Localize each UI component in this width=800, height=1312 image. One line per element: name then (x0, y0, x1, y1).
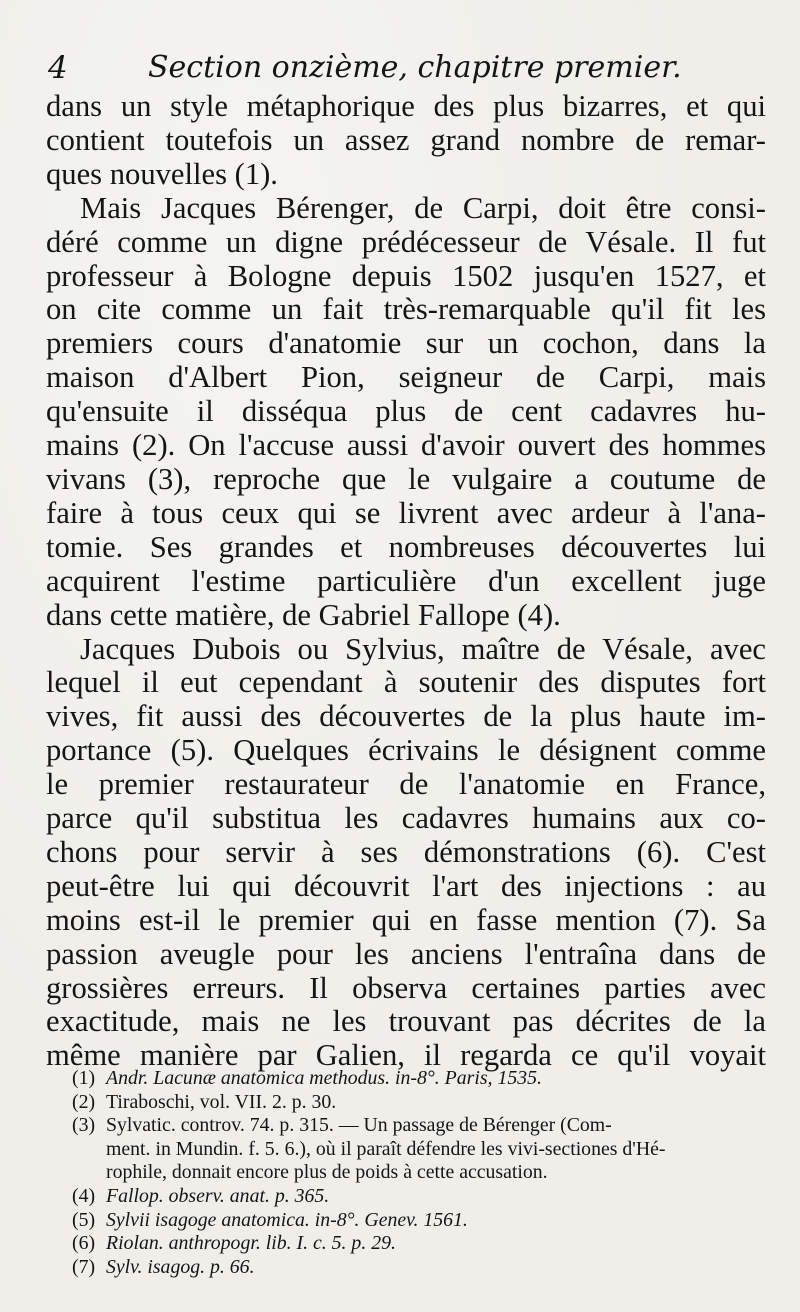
text-line: peut-être lui qui découvrit l'art des injections : au (46, 868, 766, 903)
footnote-2 (72, 1091, 772, 1115)
footnote-text: Sylvatic. controv. 74. p. 315. — Un passage de Bérenger (Com- (106, 1114, 612, 1137)
footnote-5 (72, 1209, 772, 1233)
footnote-mark: (6) (72, 1232, 96, 1255)
footnotes (72, 1067, 772, 1279)
text-line: grossières erreurs. Il observa certaines parties avec (46, 970, 766, 1005)
footnote-text: Fallop. observ. anat. p. 365. (106, 1184, 330, 1207)
footnote-text: Andr. Lacunæ anatomica methodus. in-8°. Paris, 1535. (106, 1067, 542, 1089)
footnote-mark: (2) (72, 1090, 96, 1113)
text-line: acquirent l'estime particulière d'un excellent juge (46, 563, 766, 598)
text-line: dans un style métaphorique des plus bizarres, et qui (46, 89, 766, 123)
text-line: lequel il eut cependant à soutenir des disputes fort (46, 665, 766, 700)
text-line: exactitude, mais ne les trouvant pas décrites de la (46, 1004, 766, 1039)
text-line: le premier restaurateur de l'anatomie en France, (46, 767, 766, 802)
text-line: mains (2). On l'accuse aussi d'avoir ouvert des hommes (46, 428, 766, 463)
text-line: vives, fit aussi des découvertes de la plus haute im- (46, 699, 766, 734)
footnote-4 (72, 1185, 772, 1209)
text-line: parce qu'il substitua les cadavres humains aux co- (46, 801, 766, 836)
text-line: Jacques Dubois ou Sylvius, maître de Vésale, avec (80, 631, 766, 666)
text-line: portance (5). Quelques écrivains le désignent comme (46, 733, 766, 768)
text-line: même manière par Galien, il regarda ce qu'il voyait (46, 1038, 766, 1073)
footnote-mark: (5) (72, 1208, 96, 1231)
text-line: moins est-il le premier qui en fasse mention (7). Sa (46, 902, 766, 937)
text-line: on cite comme un fait très-remarquable qu'il fit les (46, 292, 766, 327)
footnote-3 (72, 1114, 772, 1138)
footnote-text: Sylv. isagog. p. 66. (106, 1255, 255, 1278)
footnote-3-continued: rophile, donnait encore plus de poids à cette accusation. (106, 1161, 548, 1184)
text-line: maison d'Albert Pion, seigneur de Carpi, mais (46, 360, 766, 395)
running-head: Section onzième, chapitre premier. (148, 50, 682, 85)
text-line: premiers cours d'anatomie sur un cochon, dans la (46, 326, 766, 361)
text-line: chons pour servir à ses démonstrations (6). C'est (46, 834, 766, 869)
footnote-text: Riolan. anthropogr. lib. I. c. 5. p. 29. (106, 1232, 396, 1255)
footnote-text: Tiraboschi, vol. VII. 2. p. 30. (106, 1090, 337, 1113)
text-line: dans cette matière, de Gabriel Fallope (4). (46, 597, 561, 632)
text-line: vivans (3), reproche que le vulgaire a coutume de (46, 461, 766, 496)
footnote-7 (72, 1256, 772, 1280)
footnote-mark: (4) (72, 1184, 96, 1207)
text-line: tomie. Ses grandes et nombreuses découvertes lui (46, 529, 766, 564)
footnote-6 (72, 1232, 772, 1256)
text-line: Mais Jacques Bérenger, de Carpi, doit être consi- (80, 190, 766, 225)
footnote-mark: (3) (72, 1114, 96, 1137)
text-line: déré comme un digne prédécesseur de Vésale. Il fut (46, 224, 766, 259)
footnote-1 (72, 1067, 772, 1091)
footnote-mark: (7) (72, 1255, 96, 1278)
text-line: passion aveugle pour les anciens l'entraîna dans de (46, 936, 766, 971)
text-line: ques nouvelles (1). (46, 156, 278, 191)
text-line: professeur à Bologne depuis 1502 jusqu'en 1527, et (46, 258, 766, 293)
footnote-mark: (1) (72, 1067, 96, 1089)
page-header (48, 50, 758, 94)
page-number: 4 (48, 50, 68, 86)
body-text (46, 90, 766, 1073)
text-line: qu'ensuite il disséqua plus de cent cadavres hu- (46, 394, 766, 429)
text-line: faire à tous ceux qui se livrent avec ardeur à l'ana- (46, 495, 766, 530)
text-line: contient toutefois un assez grand nombre de remar- (46, 122, 766, 157)
footnote-3-continued: ment. in Mundin. f. 5. 6.), où il paraît défendre les vivi-sectiones d'Hé- (106, 1137, 666, 1160)
footnote-text: Sylvii isagoge anatomica. in-8°. Genev. 1561. (106, 1208, 468, 1231)
